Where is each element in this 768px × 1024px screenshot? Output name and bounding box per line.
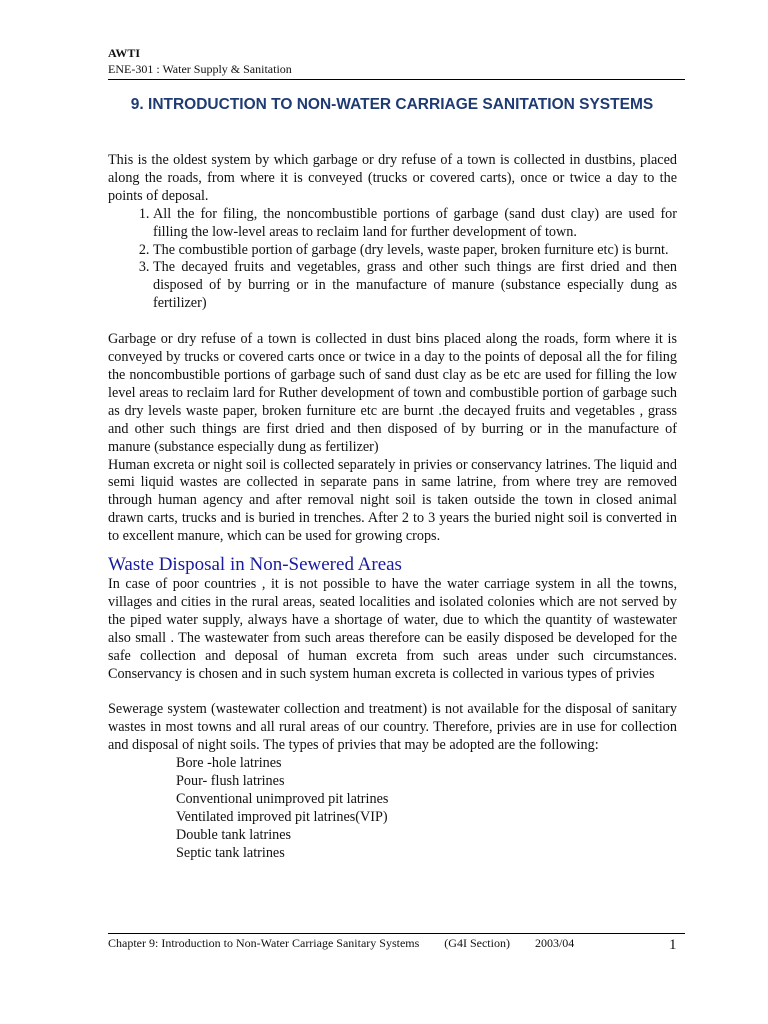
footer <box>108 936 596 951</box>
header-org: AWTI <box>108 46 141 60</box>
section-heading: Waste Disposal in Non-Sewered Areas <box>108 554 402 576</box>
header-course: ENE-301 : Water Supply & Sanitation <box>108 62 292 76</box>
privy-type: Bore -hole latrines <box>176 755 282 772</box>
garbage-paragraph: Garbage or dry refuse of a town is collected in dust bins placed along the roads, form where it is conveyed by trucks or covered carts once or twice in a day to the points of deposal all the for filing the noncombustible portions of garbage such of sand dust clay as be etc are used for filling the low level areas to reclaim lard for Ruther development of town and combustible portion of garbage such as dry levels waste paper, broken furniture etc are burnt .the decayed fruits and vegetables , grass and other such things are first dried and then disposed of by burring or in the manufacture of manure (substance especially dung as fertilizer) <box>108 331 677 455</box>
privy-type: Septic tank latrines <box>176 844 285 861</box>
footer-rule <box>108 933 685 934</box>
privy-type: Double tank latrines <box>176 826 292 843</box>
numbered-list <box>108 206 677 313</box>
spacer <box>108 313 677 331</box>
list-item: 3. The decayed fruits and vegetables, grass and other such things are first dried and then disposed of by burring or in the manufacture of manure (substance especially dung as fertilizer) <box>153 259 677 313</box>
footer-year: 2003/04 <box>534 936 575 950</box>
privy-type: Pour- flush latrines <box>176 773 285 790</box>
spacer <box>108 683 677 701</box>
footer-chapter: Chapter 9: Introduction to Non-Water Carriage Sanitary Systems <box>108 936 420 950</box>
header-rule <box>108 79 685 80</box>
privy-type: Ventilated improved pit latrines(VIP) <box>176 808 388 825</box>
excreta-paragraph: Human excreta or night soil is collected separately in privies or conservancy latrines. The liquid and semi liquid wastes are collected in separate pans in same latrine, from where trey are removed through human agency and after removal night soil is taken outside the town in closed animal drawn carts, trucks and is buried in trenches. After 2 to 3 years the buried night soil is converted in to excellent manure, which can be used for growing crops. <box>108 456 677 545</box>
list-item: 1. All the for filing, the noncombustible portions of garbage (sand dust clay) are used for filling the low-level areas to reclaim land for further development of town. <box>153 206 677 242</box>
list-item: 2. The combustible portion of garbage (dry levels, waste paper, broken furniture etc) is burnt. <box>153 242 677 260</box>
intro-paragraph: This is the oldest system by which garbage or dry refuse of a town is collected in dustbins, placed along the roads, from where it is conveyed (trucks or covered carts), once or twice a day to the points of deposal. <box>108 152 677 204</box>
sewerage-paragraph: Sewerage system (wastewater collection and treatment) is not available for the disposal of sanitary wastes in most towns and all rural areas of our country. Therefore, privies are in use for collection and disposal of night soils. The types of privies that may be adopted are the following: <box>108 701 677 754</box>
privies-list <box>108 755 677 862</box>
page-number: 1 <box>669 937 677 953</box>
document-body <box>108 152 677 863</box>
chapter-title: 9. INTRODUCTION TO NON-WATER CARRIAGE SANITATION SYSTEMS <box>130 96 654 113</box>
footer-section: (G4I Section) <box>444 936 510 950</box>
privy-type: Conventional unimproved pit latrines <box>176 791 389 807</box>
poor-countries-paragraph: In case of poor countries , it is not possible to have the water carriage system in all the towns, villages and cities in the rural areas, seated localities and isolated colonies which are not served by the piped water supply, always have a shortage of water, due to which the quantity of wastewater also small . The wastewater from such areas therefore can be easily disposed be developed for the safe collection and deposal of human excreta from such areas under such circumstances. Conservancy is chosen and in such system human excreta is collected in various types of privies <box>108 576 677 682</box>
